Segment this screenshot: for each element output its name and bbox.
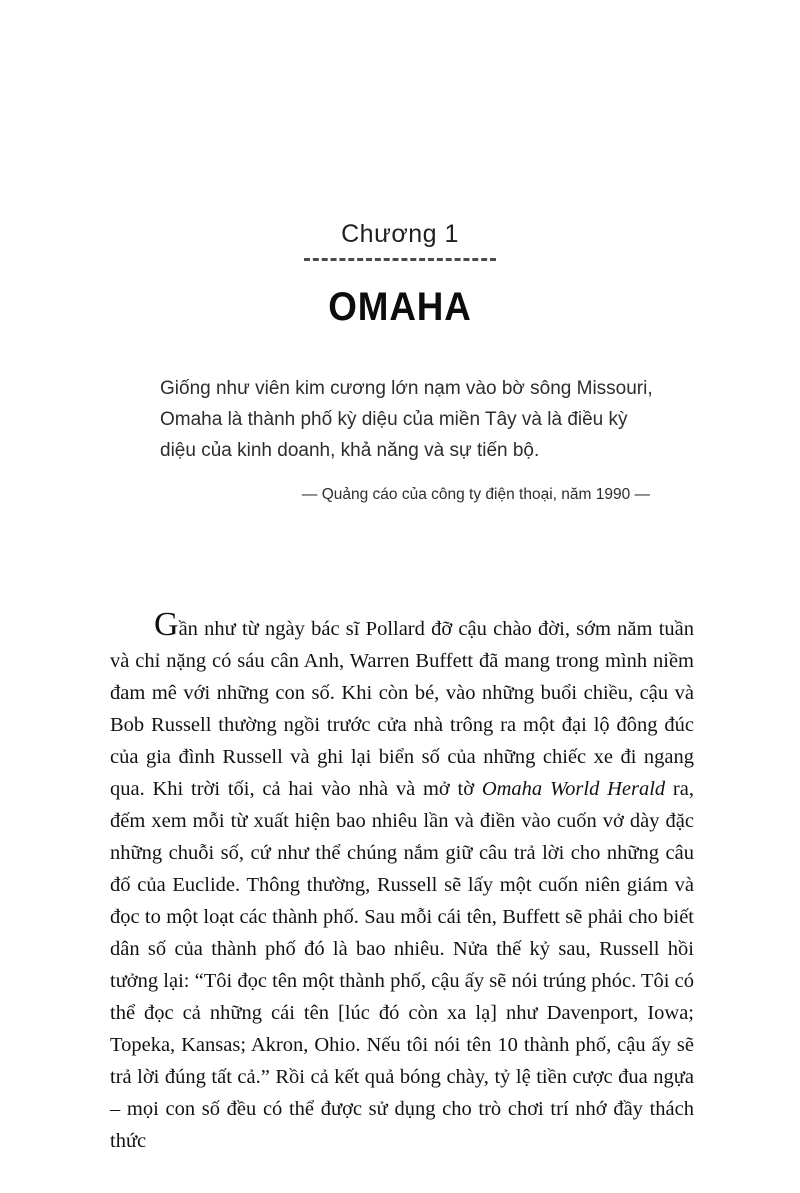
chapter-title: OMAHA [328,285,472,329]
drop-cap: G [154,606,179,644]
newspaper-name-italic: Omaha World Herald [481,778,666,801]
paragraph-text-segment-2: ra, đếm xem mỗi từ xuất hiện bao nhiêu lần và điền vào cuốn vở dày đặc những chuỗi số, cứ như thể chúng nắm giữ câu trả lời cho những câu đố của Euclide. Thông thường, Russell sẽ lấy một cuốn niên giám và đọc to một loạt các thành phố. Sau mỗi cái tên, Buffett sẽ phải cho biết dân số của thành phố đó là bao nhiêu. Nửa thế kỷ sau, Russell hồi tưởng lại: “Tôi đọc tên một thành phố, cậu ấy sẽ nói trúng phóc. Tôi có thể đọc cả những cái tên [lúc đó còn xa lạ] như Davenport, Iowa; Topeka, Kansas; Akron, Ohio. Nếu tôi nói tên 10 thành phố, cậu ấy sẽ trả lời đúng tất cả.” Rồi cả kết quả bóng chày, tỷ lệ tiền cược đua ngựa – mọi con số đều có thể được sử dụng cho trò chơi trí nhớ đầy thách thức [110,778,694,1153]
paragraph-text-segment-1: ần như từ ngày bác sĩ Pollard đỡ cậu chào đời, sớm năm tuần và chỉ nặng có sáu cân Anh, Warren Buffett đã mang trong mình niềm đam mê với những con số. Khi còn bé, vào những buổi chiều, cậu và Bob Russell thường ngồi trước cửa nhà trông ra một đại lộ đông đúc của gia đình Russell và ghi lại biển số của những chiếc xe đi ngang qua. Khi trời tối, cả hai vào nhà và mở tờ [110,618,694,801]
chapter-label: Chương 1 [341,220,459,248]
epigraph-block [160,374,658,507]
epigraph-text: Giống như viên kim cương lớn nạm vào bờ sông Missouri, Omaha là thành phố kỳ diệu của miền Tây và là điều kỳ diệu của kinh doanh, khả năng và sự tiến bộ. [160,378,653,461]
paragraph [110,606,694,1157]
epigraph-attribution: — Quảng cáo của công ty điện thoại, năm 1990 — [301,486,650,504]
chapter-header [0,0,800,330]
body-text-block [110,606,694,1157]
chapter-divider-dashed-line [304,258,496,261]
